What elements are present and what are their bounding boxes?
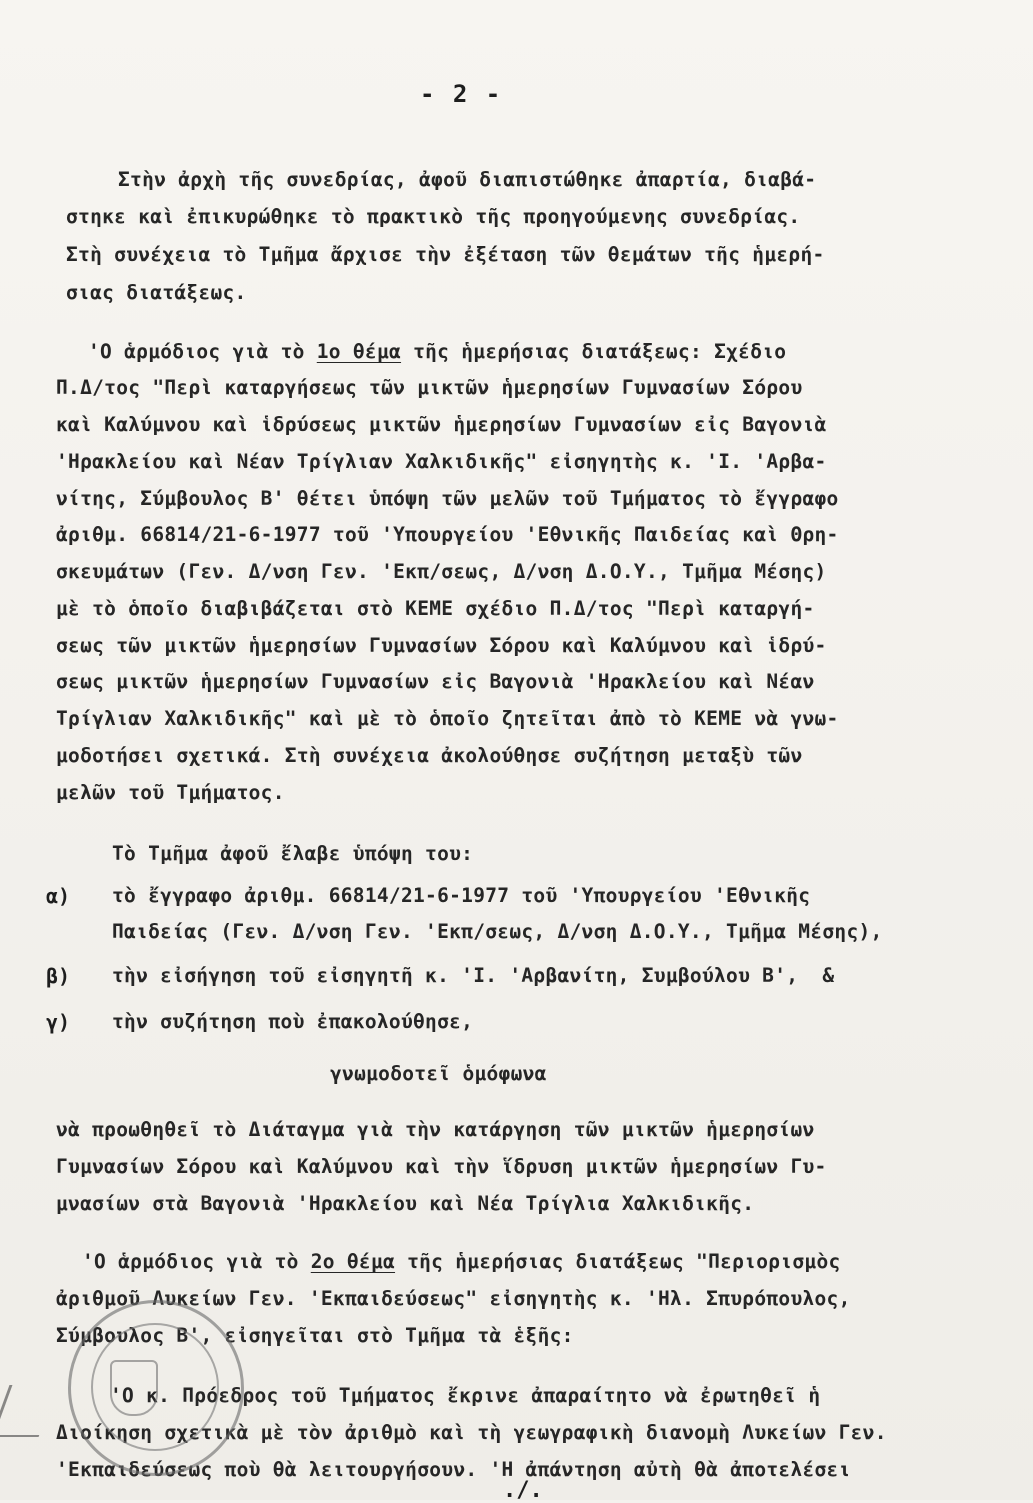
topic1-first-line [88,340,786,363]
intro-line: Στὴ συνέχεια τὸ Τμῆμα ἄρχισε τὴν ἐξέταση τῶν θεμάτων τῆς ἡμερή- [66,243,825,266]
item-label-b: β) [46,964,71,988]
topic2-post: τῆς ἡμερήσιας διατάξεως "Περιορισμὸς [395,1250,841,1273]
intro-line: στηκε καὶ ἐπικυρώθηκε τὸ πρακτικὸ τῆς προηγούμενης συνεδρίας. [66,205,801,228]
considered-intro: Τὸ Τμῆμα ἀφοῦ ἔλαβε ὑπόψη του: [112,842,474,865]
topic1-pre: 'Ο ἁρμόδιος γιὰ τὸ [88,340,317,363]
topic2-first-line [82,1250,841,1273]
topic2-line: ἀριθμοῦ Λυκείων Γεν. 'Εκπαιδεύσεως" εἰσηγητὴς κ. 'Ηλ. Σπυρόπουλος, [56,1287,851,1310]
topic1-line: Π.Δ/τος "Περὶ καταργήσεως τῶν μικτῶν ἡμερησίων Γυμνασίων Σόρου [56,376,803,399]
opinion-heading: γνωμοδοτεῖ ὁμόφωνα [330,1062,547,1085]
topic2-line: Σύμβουλος Β', εἰσηγεῖται στὸ Τμῆμα τὰ ἑξῆς: [56,1324,574,1347]
item-a-line: Παιδείας (Γεν. Δ/νση Γεν. 'Εκπ/σεως, Δ/νση Δ.Ο.Υ., Τμῆμα Μέσης), [112,920,883,943]
topic1-line: σεως τῶν μικτῶν ἡμερησίων Γυμνασίων Σόρου καὶ Καλύμνου καὶ ἱδρύ- [56,634,827,657]
topic2-underlined: 2ο θέμα [310,1250,396,1273]
topic1-line: ἀριθμ. 66814/21-6-1977 τοῦ 'Υπουργείου 'Εθνικῆς Παιδείας καὶ Θρη- [56,523,839,546]
topic1-line: μελῶν τοῦ Τμήματος. [56,781,285,804]
item-b-line: τὴν εἰσήγηση τοῦ εἰσηγητῆ κ. 'Ι. 'Αρβανίτη, Συμβούλου Β', & [112,964,835,987]
topic1-post: τῆς ἡμερήσιας διατάξεως: Σχέδιο [401,340,787,363]
topic1-line: Τρίγλιαν Χαλκιδικῆς" καὶ μὲ τὸ ὁποῖο ζητεῖται ἀπὸ τὸ ΚΕΜΕ νὰ γνω- [56,707,839,730]
topic1-line: μὲ τὸ ὁποῖο διαβιβάζεται στὸ ΚΕΜΕ σχέδιο Π.Δ/τος "Περὶ καταργή- [56,597,815,620]
item-label-c: γ) [46,1010,71,1034]
signature-mark [0,1385,57,1437]
item-a-line: τὸ ἔγγραφο ἀριθμ. 66814/21-6-1977 τοῦ 'Υπουργείου 'Εθνικῆς [112,884,811,907]
item-label-a: α) [46,884,71,908]
topic1-underlined: 1ο θέμα [316,340,402,363]
opinion-line: Γυμνασίων Σόρου καὶ Καλύμνου καὶ τὴν ἵδρυση μικτῶν ἡμερησίων Γυ- [56,1155,827,1178]
continuation-mark: ./. [503,1478,543,1503]
opinion-line: νὰ προωθηθεῖ τὸ Διάταγμα γιὰ τὴν κατάργηση τῶν μικτῶν ἡμερησίων [56,1118,815,1141]
topic1-line: σκευμάτων (Γεν. Δ/νση Γεν. 'Εκπ/σεως, Δ/νση Δ.Ο.Υ., Τμῆμα Μέσης) [56,560,827,583]
final-line: 'Ο κ. Πρόεδρος τοῦ Τμήματος ἔκρινε ἀπαραίτητο νὰ ἐρωτηθεῖ ἡ [110,1384,821,1407]
item-c-line: τὴν συζήτηση ποὺ ἐπακολούθησε, [112,1010,474,1033]
topic1-line: νίτης, Σύμβουλος Β' θέτει ὑπόψη τῶν μελῶν τοῦ Τμήματος τὸ ἔγγραφο [56,487,839,510]
final-line: 'Εκπαιδεύσεως ποὺ θὰ λειτουργήσουν. 'Η ἀπάντηση αὐτὴ θὰ ἀποτελέσει [56,1458,851,1481]
emblem-icon [110,1360,158,1416]
intro-line: σιας διατάξεως. [66,281,247,304]
final-line: Διοίκηση σχετικὰ μὲ τὸν ἀριθμὸ καὶ τὴ γεωγραφικὴ διανομὴ Λυκείων Γεν. [56,1421,887,1444]
topic1-line: σεως μικτῶν ἡμερησίων Γυμνασίων εἰς Βαγονιὰ 'Ηρακλείου καὶ Νέαν [56,670,815,693]
intro-line: Στὴν ἀρχὴ τῆς συνεδρίας, ἀφοῦ διαπιστώθηκε ἀπαρτία, διαβά- [118,168,817,191]
page-number: - 2 - [420,80,503,108]
topic2-pre: 'Ο ἁρμόδιος γιὰ τὸ [82,1250,311,1273]
opinion-line: μνασίων στὰ Βαγονιὰ 'Ηρακλείου καὶ Νέα Τρίγλια Χαλκιδικῆς. [56,1192,755,1215]
topic1-line: 'Ηρακλείου καὶ Νέαν Τρίγλιαν Χαλκιδικῆς" εἰσηγητὴς κ. 'Ι. 'Αρβα- [56,450,827,473]
topic1-line: καὶ Καλύμνου καὶ ἱδρύσεως μικτῶν ἡμερησίων Γυμνασίων εἰς Βαγονιὰ [56,413,827,436]
topic1-line: μοδοτήσει σχετικά. Στὴ συνέχεια ἀκολούθησε συζήτηση μεταξὺ τῶν [56,744,803,767]
